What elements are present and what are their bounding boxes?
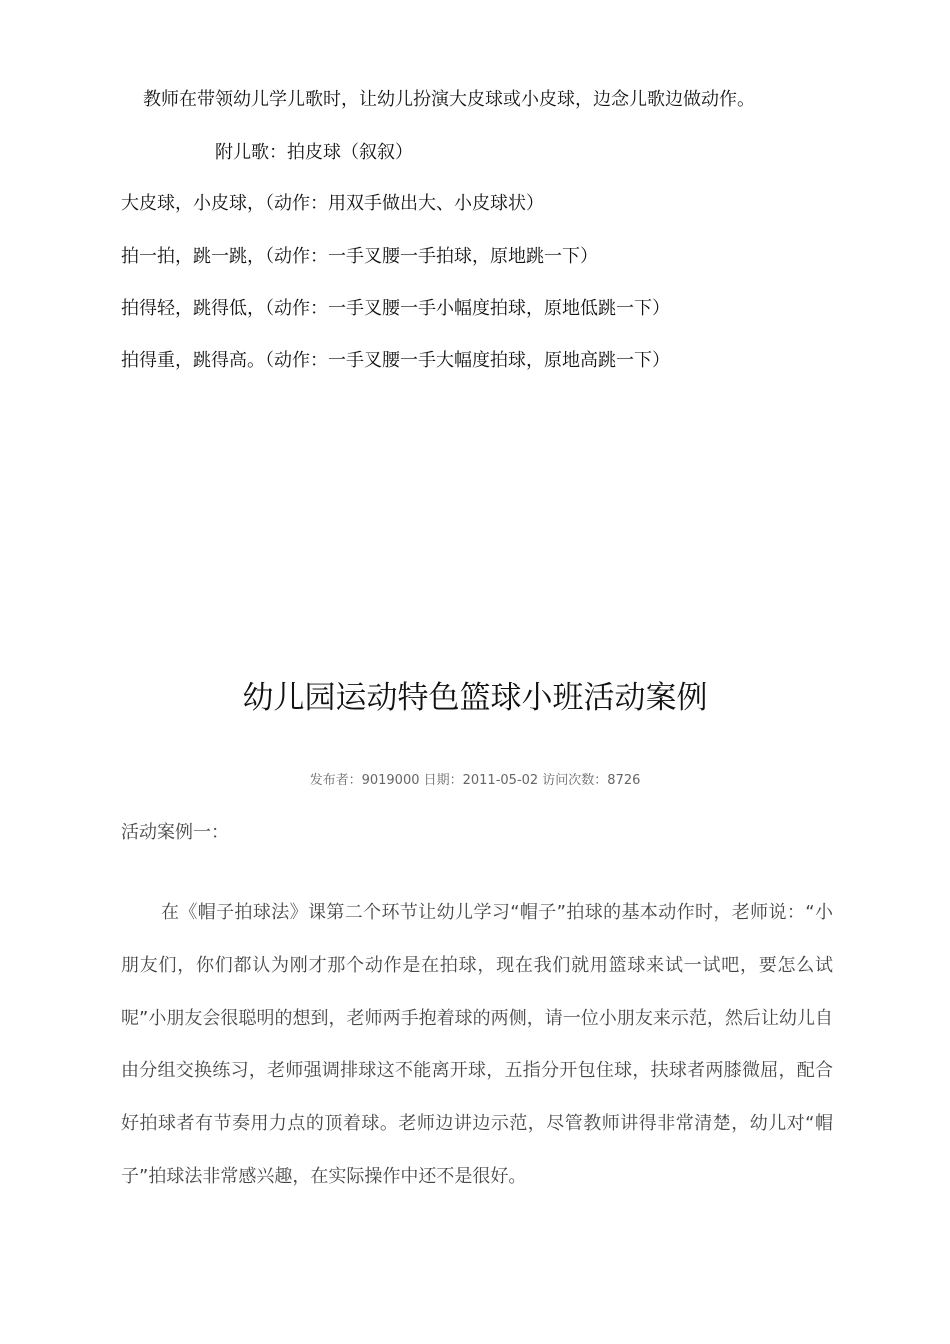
song-verse: 大皮球，小皮球，（动作：用双手做出大、小皮球状） <box>121 193 544 214</box>
article-title: 幼儿园运动特色篮球小班活动案例 <box>242 680 708 716</box>
song-verse: 拍一拍，跳一跳，（动作：一手叉腰一手拍球，原地跳一下） <box>121 246 598 267</box>
article-meta: 发布者：9019000 日期：2011-05-02 访问次数：8726 <box>309 773 641 788</box>
article-paragraph: 在《帽子拍球法》课第二个环节让幼儿学习“帽子”拍球的基本动作时，老师说：“小朋友们，你们都认为刚才那个动作是在拍球，现在我们就用篮球来试一试吧，要怎么试呢”小朋友会很聪明的想到，老师两手抱着球的两侧，请一位小朋友来示范，然后让幼儿自由分组交换练习，老师强调排球这不能离开球，五指分开包住球，扶球者两膝微屈，配合好拍球者有节奏用力点的顶着球。老师边讲边示范，尽管教师讲得非常清楚，幼儿对“帽子”拍球法非常感兴趣，在实际操作中还不是很好。 <box>121 902 833 1187</box>
song-verse: 拍得重，跳得高。（动作：一手叉腰一手大幅度拍球，原地高跳一下） <box>121 350 670 371</box>
case-label: 活动案例一： <box>121 822 229 843</box>
song-heading: 附儿歌：拍皮球（叙叙） <box>215 142 413 163</box>
intro-text: 教师在带领幼儿学儿歌时，让幼儿扮演大皮球或小皮球，边念儿歌边做动作。 <box>143 89 755 110</box>
song-verse: 拍得轻，跳得低，（动作：一手叉腰一手小幅度拍球，原地低跳一下） <box>121 298 670 319</box>
